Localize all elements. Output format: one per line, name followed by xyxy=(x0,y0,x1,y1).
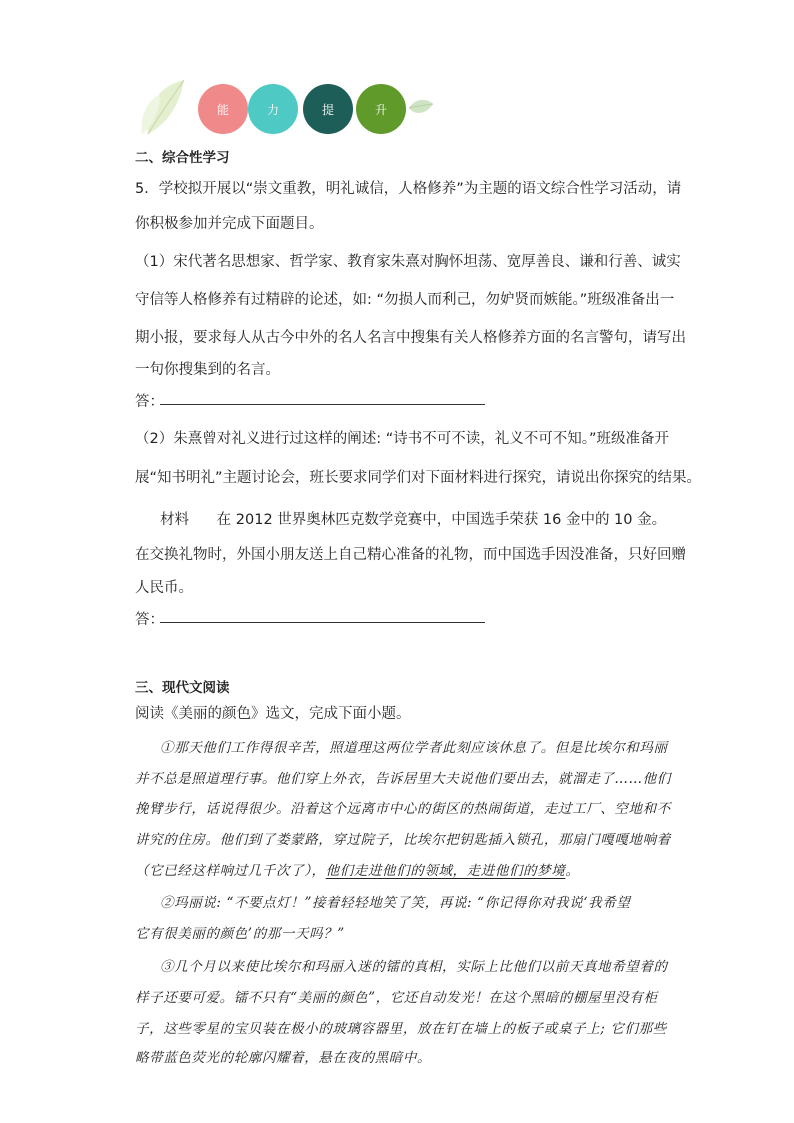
passage-line: 它有很美丽的颜色’的那一天吗？” xyxy=(135,926,345,942)
banner-circle-3: 提 xyxy=(303,84,353,134)
passage-line: ①那天他们工作得很辛苦，照道理这两位学者此刻应该休息了。但是比埃尔和玛丽 xyxy=(160,740,668,756)
passage-text: 。 xyxy=(565,863,580,879)
answer-blank[interactable] xyxy=(160,622,485,623)
passage-line: 挽臂步行，话说得很少。沿着这个远离市中心的街区的热闹街道，走过工厂、空地和不 xyxy=(135,801,671,817)
passage-line: 子，这些零星的宝贝装在极小的玻璃容器里，放在钉在墙上的板子或桌子上; 它们那些 xyxy=(135,1021,667,1037)
banner-circle-4: 升 xyxy=(356,84,406,134)
answer-label: 答： xyxy=(135,612,164,628)
question-text: 5．学校拟开展以“崇文重教，明礼诚信，人格修养”为主题的语文综合性学习活动，请 xyxy=(135,181,682,197)
subquestion-text: （1）宋代著名思想家、哲学家、教育家朱熹对胸怀坦荡、宽厚善良、谦和行善、诚实 xyxy=(135,254,681,270)
section-title: 三、现代文阅读 xyxy=(135,680,230,696)
passage-line xyxy=(135,859,579,879)
reading-intro: 阅读《美丽的颜色》选文，完成下面小题。 xyxy=(135,706,411,722)
banner-circle-1: 能 xyxy=(198,84,248,134)
passage-line: 并不总是照道理行事。他们穿上外衣，告诉居里大夫说他们要出去，就溜走了……他们 xyxy=(135,771,671,787)
passage-line: 略带蓝色荧光的轮廓闪耀着，悬在夜的黑暗中。 xyxy=(135,1050,432,1066)
passage-text: （它已经这样响过几千次了）， xyxy=(135,863,326,879)
passage-line: ③几个月以来使比埃尔和玛丽入迷的镭的真相，实际上比他们以前天真地希望着的 xyxy=(160,959,668,975)
underlined-sentence: 他们走进他们的领域，走进他们的梦境 xyxy=(325,863,566,879)
banner-circle-2: 力 xyxy=(248,84,298,134)
subquestion-text: 展“知书明礼”主题讨论会，班长要求同学们对下面材料进行探究，请说出你探究的结果。 xyxy=(135,470,702,486)
subquestion-text: 期小报，要求每人从古今中外的名人名言中搜集有关人格修养方面的名言警句，请写出 xyxy=(135,330,686,346)
leaf-left-icon xyxy=(140,78,200,136)
section-title: 二、综合性学习 xyxy=(135,150,230,166)
passage-line: 样子还要可爱。镭不只有“美丽的颜色”，它还自动发光！在这个黑暗的棚屋里没有柜 xyxy=(135,990,658,1006)
answer-label: 答： xyxy=(135,394,164,410)
answer-blank[interactable] xyxy=(160,404,485,405)
subquestion-text: 守信等人格修养有过精辟的论述，如: “勿损人而利己，勿妒贤而嫉能。”班级准备出一 xyxy=(135,292,675,308)
material-text: 材料 在 2012 世界奥林匹克数学竞赛中，中国选手荣获 16 金中的 10 金。 xyxy=(160,512,667,528)
subquestion-text: 一句你搜集到的名言。 xyxy=(135,362,280,378)
material-text: 在交换礼物时，外国小朋友送上自己精心准备的礼物，而中国选手因没准备，只好回赠 xyxy=(135,547,686,563)
passage-line: 讲究的住房。他们到了娄蒙路，穿过院子，比埃尔把钥匙插入锁孔，那扇门嘎嘎地响着 xyxy=(135,832,671,848)
question-text: 你积极参加并完成下面题目。 xyxy=(135,216,324,232)
ability-banner xyxy=(135,76,435,138)
passage-line: ②玛丽说: “不要点灯！”接着轻轻地笑了笑，再说: “你记得你对我说‘我希望 xyxy=(160,895,631,911)
subquestion-text: （2）朱熹曾对礼义进行过这样的阐述: “诗书不可不读，礼义不可不知。”班级准备开 xyxy=(135,431,669,447)
material-text: 人民币。 xyxy=(135,580,193,596)
leaf-right-icon xyxy=(407,96,435,120)
